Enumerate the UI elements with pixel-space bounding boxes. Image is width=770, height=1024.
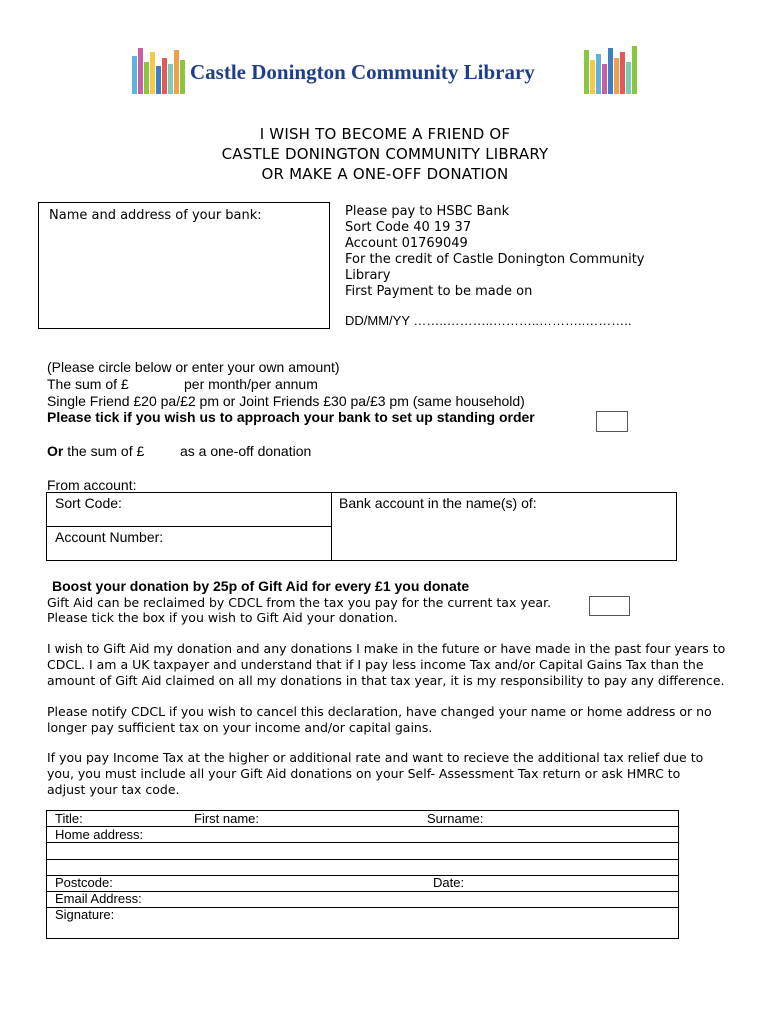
- heading-line: CASTLE DONINGTON COMMUNITY LIBRARY: [221, 145, 549, 163]
- title-field[interactable]: Title:: [55, 811, 83, 826]
- or-word: Or: [47, 443, 64, 459]
- heading-line: OR MAKE A ONE-OFF DONATION: [261, 165, 509, 183]
- standing-order-checkbox[interactable]: [596, 411, 628, 432]
- bank-address-label: Name and address of your bank:: [49, 208, 262, 223]
- details-table: [46, 810, 679, 939]
- bank-address-field[interactable]: [38, 202, 330, 329]
- payee-details: [345, 204, 705, 300]
- books-logo-left: [130, 44, 190, 96]
- signature-field[interactable]: Signature:: [55, 907, 115, 922]
- declaration-text: [47, 641, 725, 689]
- home-address-field[interactable]: Home address:: [55, 827, 144, 842]
- friend-options: Single Friend £20 pa/£2 pm or Joint Friends £30 pa/£3 pm (same household): [47, 393, 525, 409]
- declaration-line: I wish to Gift Aid my donation and any donations I make in the future or have made in the past four years to: [47, 641, 726, 656]
- payee-line: Account 01769049: [345, 236, 468, 251]
- divider: [331, 493, 332, 560]
- account-number-field[interactable]: Account Number:: [55, 529, 164, 545]
- email-field[interactable]: Email Address:: [55, 891, 142, 906]
- circle-note: (Please circle below or enter your own amount): [47, 359, 340, 375]
- divider: [47, 526, 331, 527]
- library-title: Castle Donington Community Library: [190, 60, 535, 84]
- gift-aid-line: Gift Aid can be reclaimed by CDCL from the tax you pay for the current tax year.: [47, 595, 552, 610]
- date-field[interactable]: Date:: [433, 875, 465, 890]
- divider: [47, 875, 678, 876]
- higher-rate-text: [47, 750, 703, 798]
- declaration-line: amount of Gift Aid claimed on all my donations in that tax year, it is my responsibility to pay any difference.: [47, 673, 725, 688]
- oneoff-label: as a one-off donation: [180, 443, 312, 459]
- higher-rate-line: If you pay Income Tax at the higher or additional rate and want to recieve the additional tax relief due to: [47, 750, 704, 765]
- sum-of-label: The sum of £: [47, 376, 129, 392]
- sort-code-field[interactable]: Sort Code:: [55, 495, 122, 511]
- surname-field[interactable]: Surname:: [427, 811, 484, 826]
- payee-line: Sort Code 40 19 37: [345, 220, 472, 235]
- payee-line: Library: [345, 268, 391, 283]
- per-period-label: per month/per annum: [184, 376, 318, 392]
- divider: [47, 859, 678, 860]
- declaration-line: CDCL. I am a UK taxpayer and understand that if I pay less income Tax and/or Capital Gains Tax than the: [47, 657, 704, 672]
- from-account-label: From account:: [47, 477, 137, 493]
- books-logo-right: [582, 44, 640, 96]
- first-name-field[interactable]: First name:: [194, 811, 260, 826]
- gift-aid-boost: Boost your donation by 25p of Gift Aid for every £1 you donate: [52, 578, 470, 594]
- higher-rate-line: adjust your tax code.: [47, 782, 180, 797]
- oneoff-sum-label: the sum of £: [67, 443, 145, 459]
- account-table: [46, 492, 677, 561]
- heading-line: I WISH TO BECOME A FRIEND OF: [259, 125, 511, 143]
- postcode-field[interactable]: Postcode:: [55, 875, 113, 890]
- book-icon: [132, 48, 185, 94]
- book-icon: [584, 46, 637, 94]
- notify-text: [47, 704, 712, 736]
- payee-line: First Payment to be made on: [345, 284, 533, 299]
- gift-aid-line: Please tick the box if you wish to Gift Aid your donation.: [47, 610, 398, 625]
- payee-line: Please pay to HSBC Bank: [345, 204, 510, 219]
- oneoff-donation-row: [47, 443, 144, 459]
- gift-aid-checkbox[interactable]: [589, 596, 630, 616]
- standing-order-label: Please tick if you wish us to approach your bank to set up standing order: [47, 409, 535, 425]
- notify-line: longer pay sufficient tax on your income and/or capital gains.: [47, 720, 433, 735]
- first-payment-date-field[interactable]: DD/MM/YY ……..………..………..………..………..: [345, 313, 632, 328]
- divider: [47, 907, 678, 908]
- account-names-field[interactable]: Bank account in the name(s) of:: [339, 495, 537, 511]
- payee-line: For the credit of Castle Donington Community: [345, 252, 645, 267]
- higher-rate-line: you, you must include all your Gift Aid donations on your Self- Assessment Tax return or ask HMRC to: [47, 766, 681, 781]
- form-heading: [0, 124, 770, 184]
- notify-line: Please notify CDCL if you wish to cancel this declaration, have changed your name or home address or no: [47, 704, 712, 719]
